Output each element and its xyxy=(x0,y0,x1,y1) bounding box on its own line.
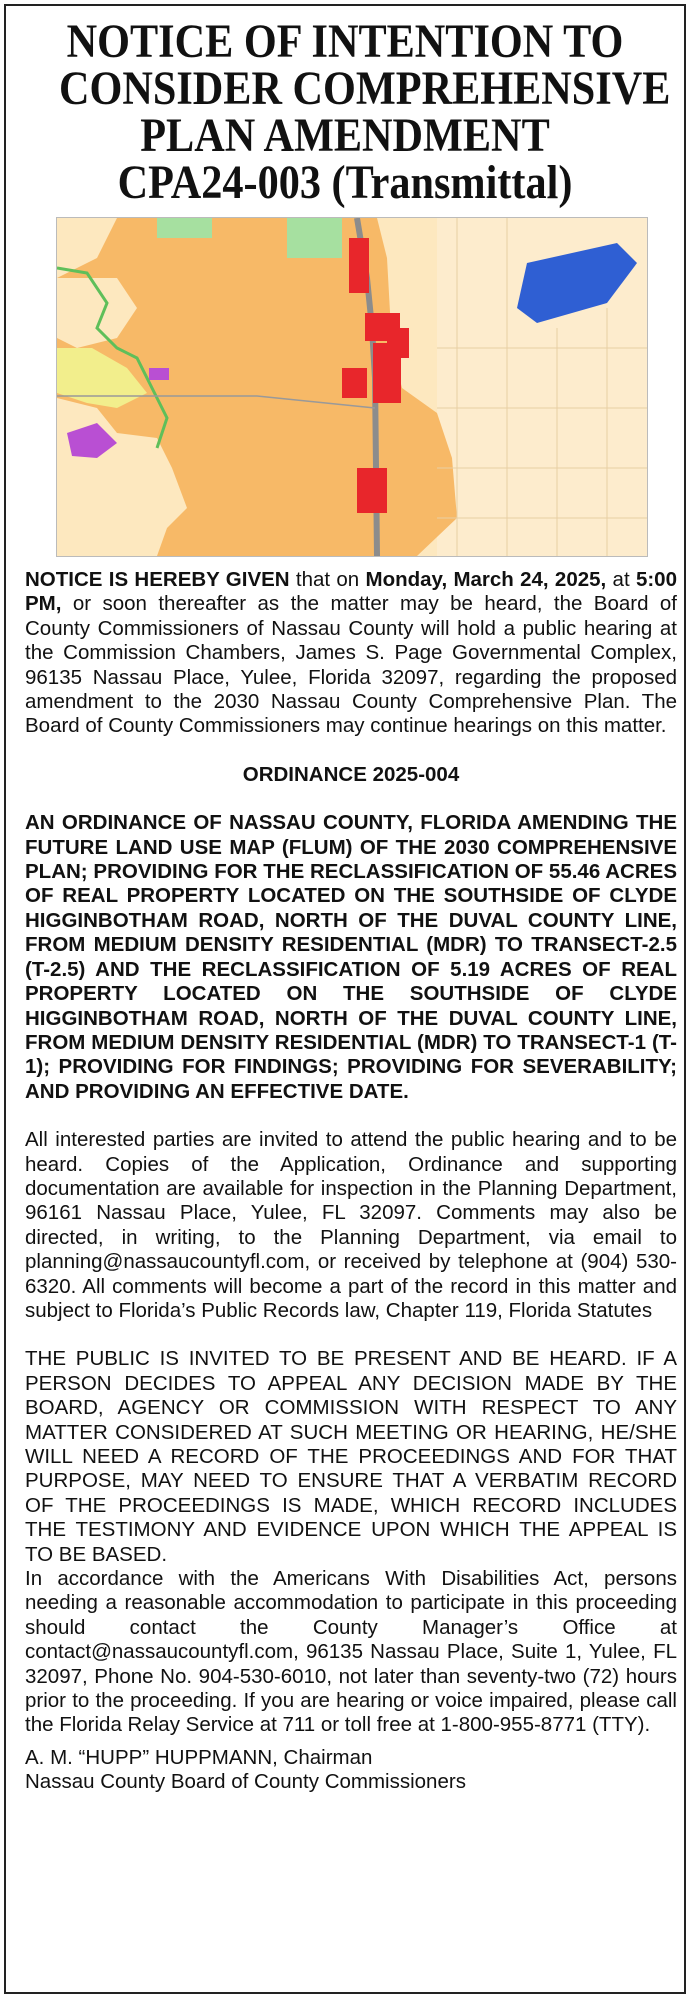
notice-title xyxy=(59,15,671,209)
intro-text-1: that on xyxy=(289,568,366,591)
appeal-paragraph: THE PUBLIC IS INVITED TO BE PRESENT AND BE HEARD. IF A PERSON DECIDES TO APPEAL ANY DECISION MADE BY THE BOARD, AGENCY OR COMMISSION WITH RESPECT TO ANY MATTER CONSIDERED AT SUCH MEETING OR HEARING, HE/SHE WILL NEED A RECORD OF THE PROCEEDINGS AND FOR THAT PURPOSE, MAY NEED TO ENSURE THAT A VERBATIM RECORD OF THE PROCEEDINGS IS MADE, WHICH RECORD INCLUDES THE TESTIMONY AND EVIDENCE UPON WHICH THE APPEAL IS TO BE BASED. xyxy=(25,1347,677,1566)
notice-body xyxy=(25,568,677,1795)
ordinance-heading: ORDINANCE 2025-004 xyxy=(242,762,460,786)
title-line-1: NOTICE OF INTENTION TO xyxy=(66,15,624,68)
ada-paragraph: In accordance with the Americans With Disabilities Act, persons needing a reasonable accommodation to participate in this proceeding should contact the County Manager’s Office at contact@nassaucountyfl.com, 96135 Nassau Place, Suite 1, Yulee, FL 32097, Phone No. 904-530-6010, not later than seventy-two (72) hours prior to the proceeding. If you are hearing or voice impaired, please call the Florida Relay Service at 711 or toll free at 1-800-955-8771 (TTY). xyxy=(25,1567,677,1737)
interested-parties-paragraph: All interested parties are invited to attend the public hearing and to be heard. Copies of the Application, Ordinance and supporting documentation are available for inspection in the Planning Department, 96161 Nassau Place, Yulee, FL 32097. Comments may also be directed, in writing, to the Planning Department, via email to planning@nassaucountyfl.com, or received by telephone at (904) 530-6320. All comments will become a part of the record in this matter and subject to Florida’s Public Records law, Chapter 119, Florida Statutes xyxy=(25,1128,677,1322)
map-conservation-area xyxy=(287,218,342,258)
signature-name: A. M. “HUPP” HUPPMANN, Chairman xyxy=(25,1745,373,1769)
ordinance-text: AN ORDINANCE OF NASSAU COUNTY, FLORIDA AMENDING THE FUTURE LAND USE MAP (FLUM) OF THE 2030 COMPREHENSIVE PLAN; PROVIDING FOR THE RECLASSIFICATION OF 55.46 ACRES OF REAL PROPERTY LOCATED ON THE SOUTHSIDE OF CLYDE HIGGINBOTHAM ROAD, NORTH OF THE DUVAL COUNTY LINE, FROM MEDIUM DENSITY RESIDENTIAL (MDR) TO TRANSECT-2.5 (T-2.5) AND THE RECLASSIFICATION OF 5.19 ACRES OF REAL PROPERTY LOCATED ON THE SOUTHSIDE OF CLYDE HIGGINBOTHAM ROAD, NORTH OF THE DUVAL COUNTY LINE, FROM MEDIUM DENSITY RESIDENTIAL (MDR) TO TRANSECT-1 (T-1); PROVIDING FOR FINDINGS; PROVIDING FOR SEVERABILITY; AND PROVIDING AN EFFECTIVE DATE. xyxy=(25,811,677,1103)
map-institutional-2 xyxy=(149,368,169,380)
signature-organization: Nassau County Board of County Commissioners xyxy=(25,1770,466,1794)
map-commercial-4 xyxy=(342,368,367,398)
intro-lead: NOTICE IS HEREBY GIVEN xyxy=(25,568,290,591)
title-line-2: CONSIDER COMPREHENSIVE xyxy=(59,62,671,115)
hearing-date: Monday, March 24, 2025, xyxy=(365,568,607,591)
map-commercial-1 xyxy=(349,238,369,293)
land-use-map xyxy=(56,217,648,557)
title-line-3: PLAN AMENDMENT xyxy=(140,109,550,162)
intro-paragraph xyxy=(25,568,677,739)
map-commercial-6 xyxy=(387,328,409,358)
legal-notice xyxy=(4,4,686,1994)
map-conservation-area-2 xyxy=(157,218,212,238)
map-commercial-5 xyxy=(357,468,387,513)
intro-text-3: or soon thereafter as the matter may be heard, the Board of County Commissioners of Nassau County will hold a public hearing at the Commission Chambers, James S. Page Governmental Complex, 96135 Nassau Place, Yulee, Florida 32097, regarding the proposed amendment to the 2030 Nassau County Comprehensive Plan. The Board of County Commissioners may continue hearings on this matter. xyxy=(25,592,677,738)
land-use-map-graphic xyxy=(57,218,647,556)
hearing-time: 5:00 PM, xyxy=(25,568,677,616)
intro-text-2: at xyxy=(606,568,636,591)
title-line-4: CPA24-003 (Transmittal) xyxy=(117,156,573,209)
